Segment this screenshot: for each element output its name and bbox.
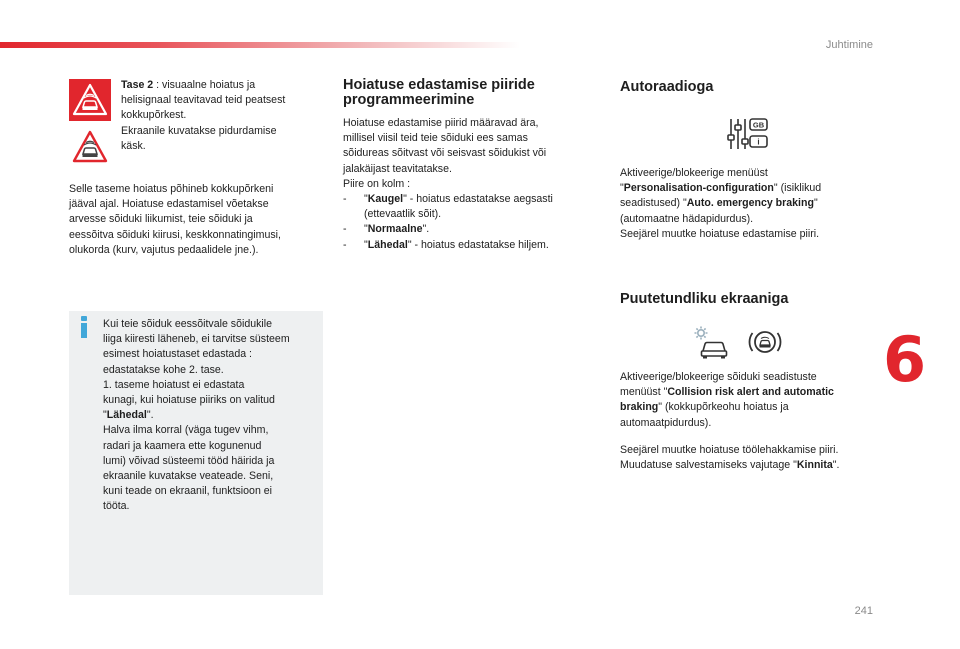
touchscreen-title: Puutetundliku ekraaniga xyxy=(620,291,789,307)
list-item: - "Normaalne". xyxy=(343,223,430,236)
list-item: - "Lähedal" - hoiatus edastatakse hiljem. xyxy=(343,238,549,251)
info-icon xyxy=(79,316,89,338)
touchscreen-instructions: Aktiveerige/blokeerige sõiduki seadistuste menüüst "Collision risk alert and automatic braking" (kokkupõrkeohu hoiatus ja automaatpidurdus). xyxy=(620,371,834,429)
info-text: Kui teie sõiduk eessõitvale sõidukile liiga kiiresti läheneb, ei tarvitse süsteem esimest hoiatustaset edastada : edastatakse kohe 2. tase. 1. taseme hoiatust ei edastata kunagi, kui hoiatuse piiriks on valitud "Lähedal". Halva ilma korral (väga tugev vihm, radari ja kaamera ette kogunenud lumi) võivad süsteemi tööd häirida ja ekraanile kuvatakse veateade. Seni, kuni teade on ekraanil, funktsioon ei tööta. xyxy=(103,318,290,513)
level2-description: Tase 2 : visuaalne hoiatus ja helisignaal teavitavad teid peatsest kokkupõrkest. Ekraanile kuvatakse pidurdamise käsk. xyxy=(121,79,286,152)
radio-title: Autoraadioga xyxy=(620,79,714,95)
collision-warning-red-icon xyxy=(69,79,111,121)
collision-warning-white-icon xyxy=(69,126,111,168)
section-name: Juhtimine xyxy=(825,39,873,51)
audio-settings-icon xyxy=(726,117,770,151)
thresholds-title: Hoiatuse edastamise piiride programmeerimine xyxy=(343,77,535,108)
touchscreen-confirm: Seejärel muutke hoiatuse töölehakkamise piiri. Muudatuse salvestamiseks vajutage "Kinnita". xyxy=(620,444,840,472)
thresholds-body: Hoiatuse edastamise piirid määravad ära, millisel viisil teid teie sõiduki ees samas sõidureas sõitvast või seisvast sõidukist või jalakäijast teavitatakse. Piire on kolm : - "Kaugel" - hoiatus edastatakse aegsasti (ettevaatlik sõit). - "Normaalne". - "Lähedal" - hoiatus edastatakse hiljem. xyxy=(343,116,593,253)
vehicle-settings-icon xyxy=(692,325,730,359)
level2-paragraph: Selle taseme hoiatus põhineb kokkupõrkeni jääval ajal. Hoiatuse edastamisel võetakse arvesse sõiduki liikumist, teie sõiduki ja eessõitva sõiduki kiirusi, keskkonnatingimusi, olukorda (kurv, vajutus pedaalidele jne.). xyxy=(69,183,281,256)
page-number: 241 xyxy=(854,605,873,617)
level2-label: Tase 2 xyxy=(121,79,154,91)
list-item: - "Kaugel" - hoiatus edastatakse aegsasti (ettevaatlik sõit). xyxy=(343,193,553,221)
radio-badge-gb: GB xyxy=(752,120,765,130)
collision-alert-icon xyxy=(746,323,784,361)
header-accent-bar xyxy=(0,42,520,48)
chapter-number: 6 xyxy=(883,323,927,396)
radio-badge-i: i xyxy=(757,137,760,147)
radio-instructions: Aktiveerige/blokeerige menüüst "Personalisation-configuration" (isiklikud seadistused) "Auto. emergency braking" (automaatne hädapidurdus). Seejärel muutke hoiatuse edastamise piiri. xyxy=(620,167,822,240)
